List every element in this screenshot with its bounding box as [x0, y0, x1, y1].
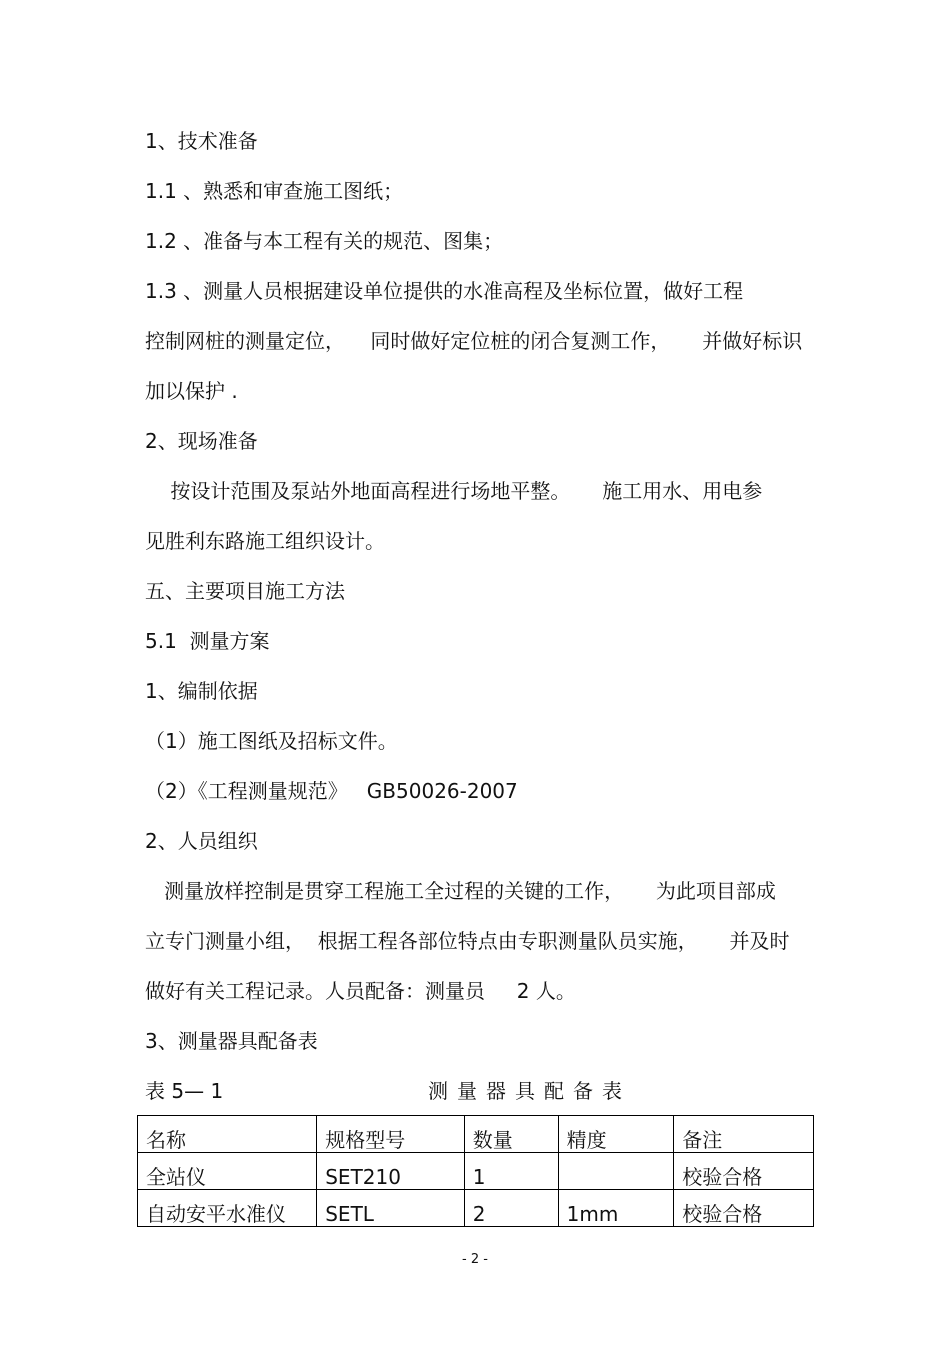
table-header-cell: 规格型号	[317, 1116, 465, 1153]
table-cell: 校验合格	[674, 1153, 814, 1190]
table-title: 测量器具配备表	[428, 1079, 631, 1103]
heading-technical-prep: 1、技术准备	[145, 129, 258, 153]
heading-5-1: 5.1 测量方案	[145, 629, 270, 653]
paragraph-staffing-line3: 做好有关工程记录。人员配备：测量员 2 人。	[145, 979, 576, 1003]
paragraph-1-2: 1.2 、准备与本工程有关的规范、图集；	[145, 229, 504, 253]
paragraph-1-3-line1: 1.3 、测量人员根据建设单位提供的水准高程及坐标位置，做好工程	[145, 279, 744, 303]
heading-section-5: 五、主要项目施工方法	[145, 579, 345, 603]
table-row	[138, 1190, 814, 1227]
table-cell: SET210	[317, 1153, 465, 1190]
paragraph-staffing-line1: 测量放样控制是贯穿工程施工全过程的关键的工作， 为此项目部成	[145, 879, 776, 903]
paragraph-1-3-line3: 加以保护 .	[145, 379, 238, 403]
heading-staffing: 2、人员组织	[145, 829, 258, 853]
table-header-cell: 精度	[558, 1116, 674, 1153]
list-item-1: （1）施工图纸及招标文件。	[145, 729, 398, 753]
equipment-table	[137, 1115, 814, 1227]
table-cell: 1	[464, 1153, 558, 1190]
heading-site-prep: 2、现场准备	[145, 429, 258, 453]
paragraph-site-line1: 按设计范围及泵站外地面高程进行场地平整。 施工用水、用电参	[145, 479, 763, 503]
table-header-cell: 数量	[464, 1116, 558, 1153]
table-cell: 1mm	[558, 1190, 674, 1227]
paragraph-site-line2: 见胜利东路施工组织设计。	[145, 529, 385, 553]
paragraph-1-3-line2: 控制网桩的测量定位， 同时做好定位桩的闭合复测工作， 并做好标识	[145, 329, 803, 353]
table-cell: SETL	[317, 1190, 465, 1227]
table-cell: 自动安平水准仪	[138, 1190, 317, 1227]
table-header-cell: 备注	[674, 1116, 814, 1153]
table-label: 表 5— 1	[145, 1079, 224, 1103]
table-cell: 校验合格	[674, 1190, 814, 1227]
paragraph-staffing-line2: 立专门测量小组， 根据工程各部位特点由专职测量队员实施， 并及时	[145, 929, 790, 953]
table-cell	[558, 1153, 674, 1190]
table-header-cell: 名称	[138, 1116, 317, 1153]
table-row	[138, 1153, 814, 1190]
table-cell: 2	[464, 1190, 558, 1227]
heading-basis: 1、编制依据	[145, 679, 258, 703]
heading-equipment-table: 3、测量器具配备表	[145, 1029, 318, 1053]
table-header-row	[138, 1116, 814, 1153]
page-number: - 2 -	[462, 1252, 488, 1267]
paragraph-1-1: 1.1 、熟悉和审查施工图纸；	[145, 179, 404, 203]
list-item-2: （2）《工程测量规范》 GB50026-2007	[145, 779, 518, 803]
table-cell: 全站仪	[138, 1153, 317, 1190]
